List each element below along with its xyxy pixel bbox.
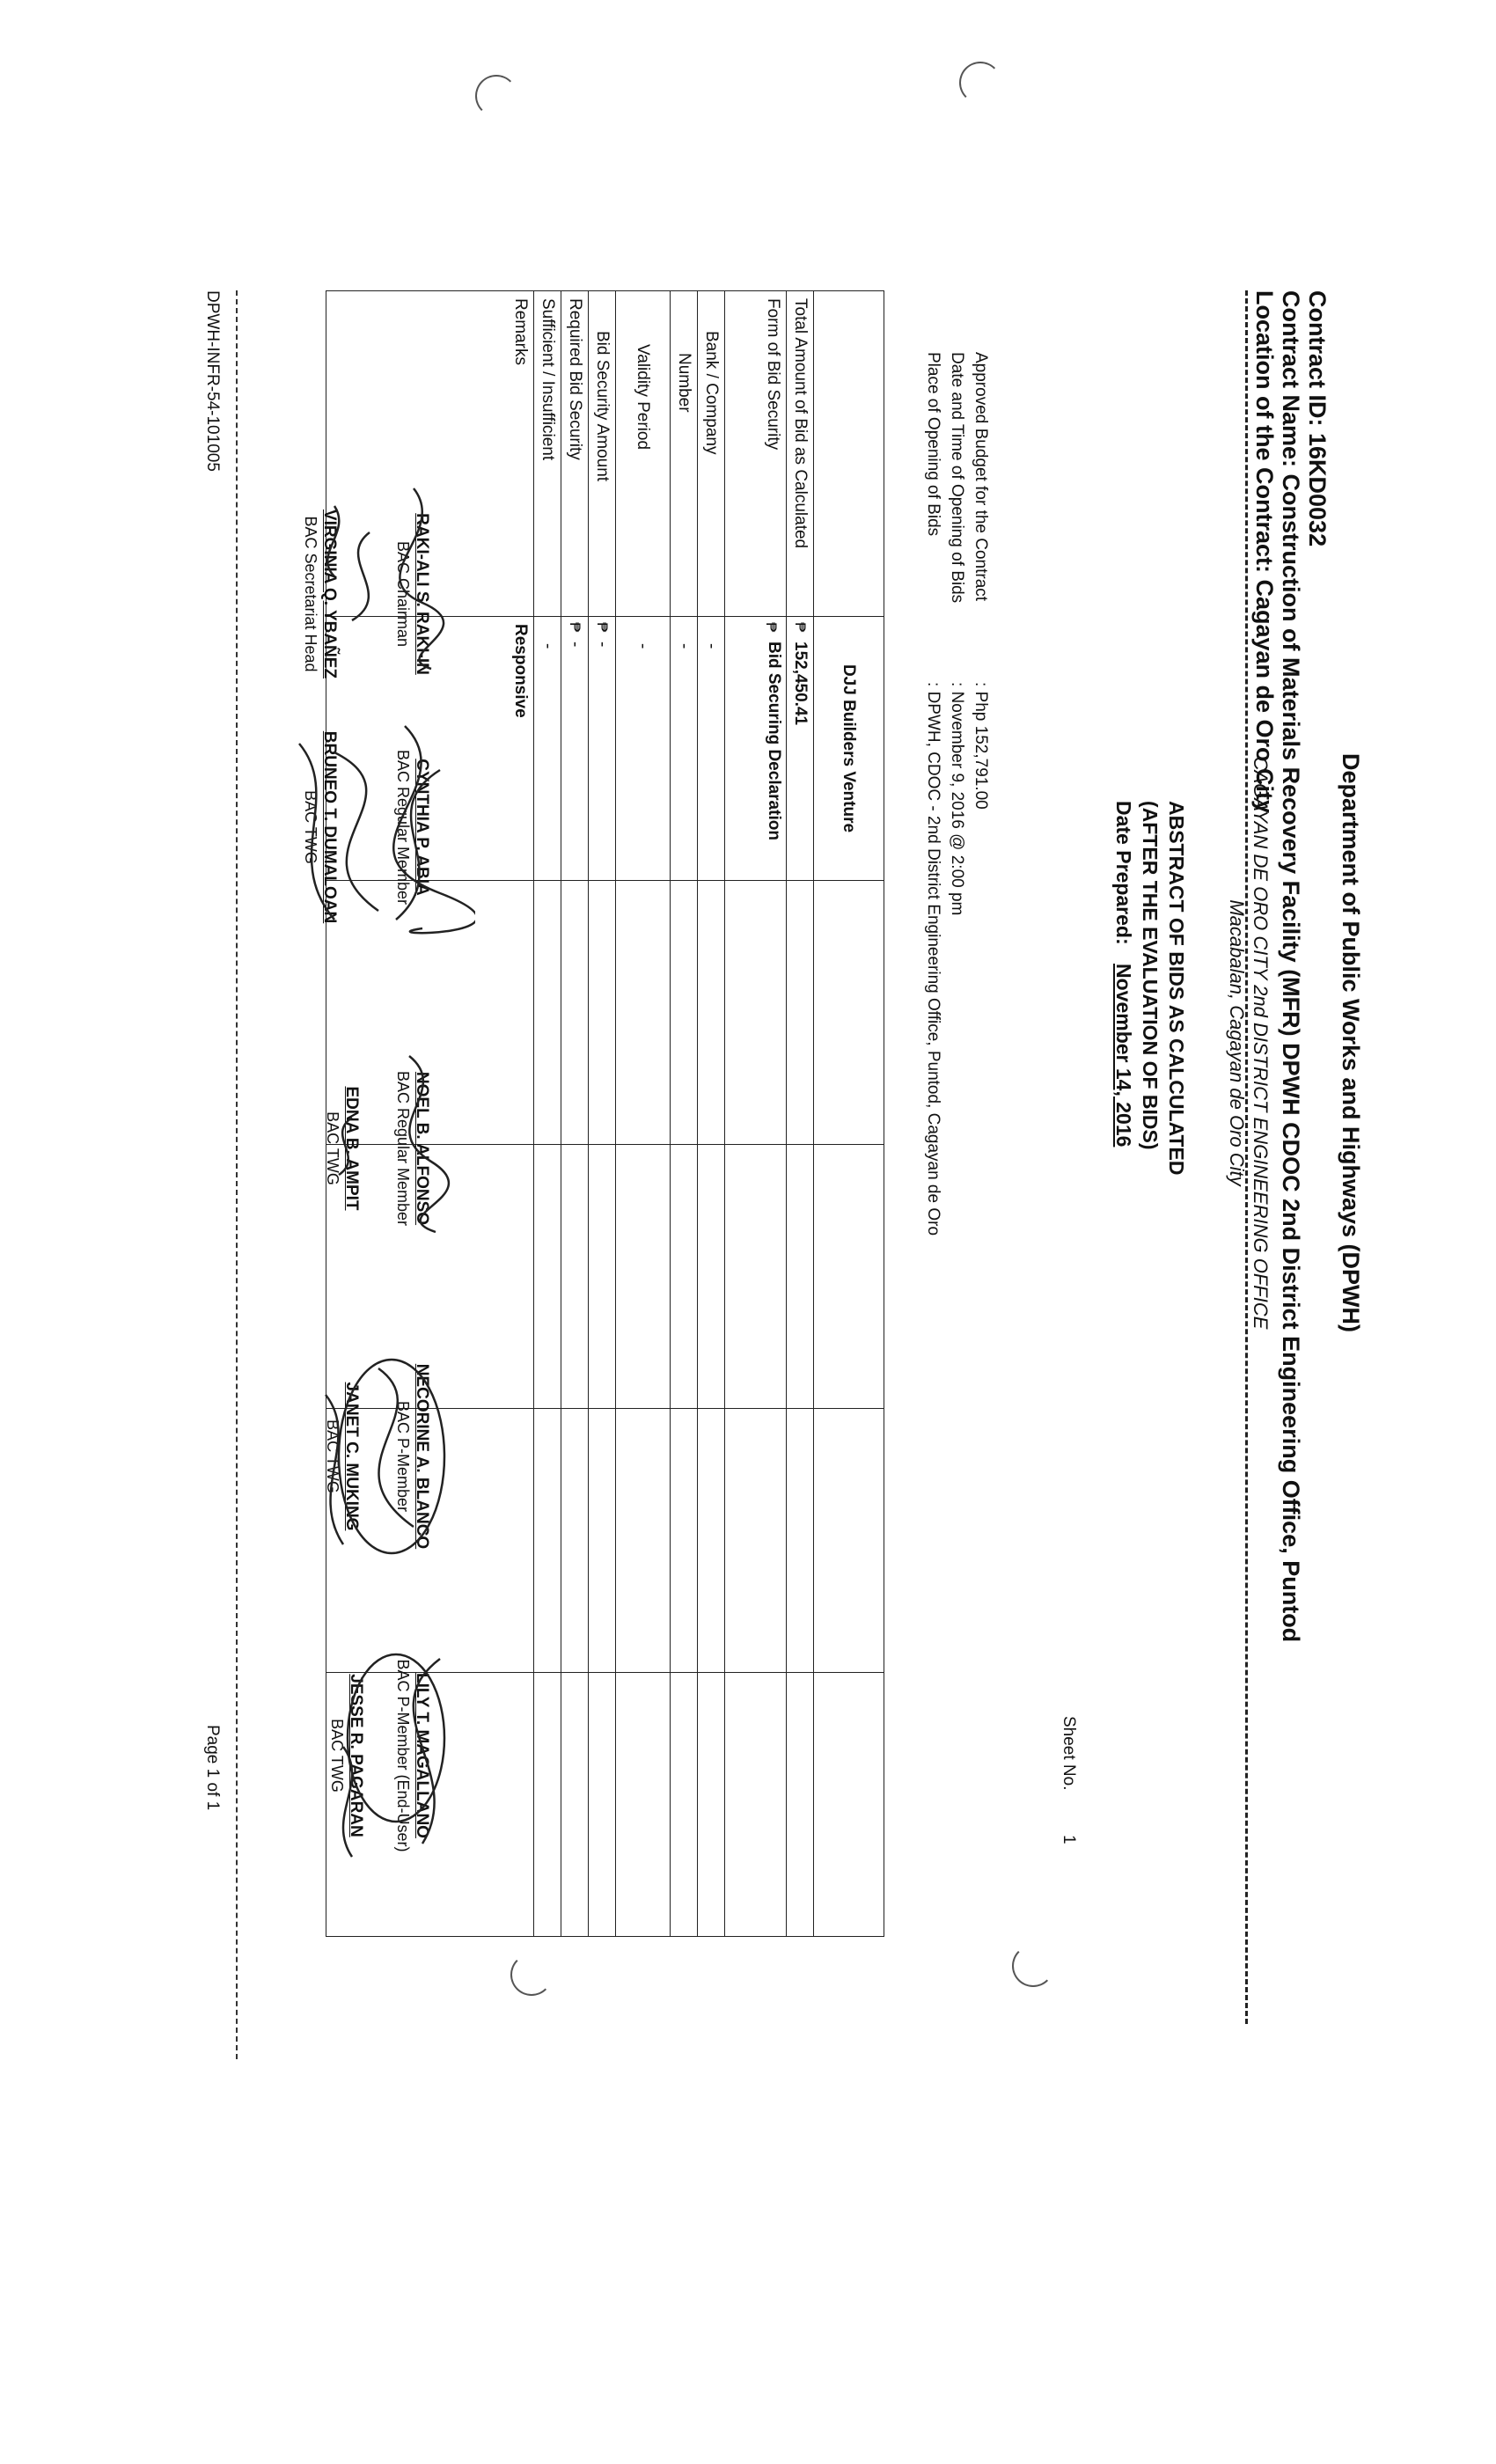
abstract-title: ABSTRACT OF BIDS AS CALCULATED	[1165, 801, 1188, 1176]
table-header-blank	[814, 1409, 884, 1673]
table-header-empty	[814, 291, 884, 617]
peso-sign: ₱	[567, 622, 583, 633]
table-row	[725, 291, 787, 1937]
row-value: -	[616, 617, 671, 881]
signatory-name: JANET C. MUKING	[342, 1382, 361, 1531]
place-label: Place of Opening of Bids	[924, 352, 942, 537]
signatory-name: VIRGINIA Q. YBAÑEZ	[320, 509, 339, 679]
handwritten-signature-5	[299, 1641, 475, 1870]
form-code: DPWH-INFR-54-101005	[203, 290, 222, 472]
handwritten-signature-4	[282, 1342, 475, 1571]
total-bid-value: 152,450.41	[791, 642, 810, 726]
remarks-value: Responsive	[326, 617, 534, 881]
row-value: -	[593, 642, 612, 648]
signatory-role: BAC Regular Member	[394, 749, 412, 906]
signatory-name: JESSE R. PAGARAN	[347, 1674, 365, 1837]
row-label: Number	[671, 291, 698, 617]
footer-divider	[236, 290, 238, 2059]
office-name: CAGAYAN DE ORO CITY 2nd DISTRICT ENGINEERING OFFICE	[1250, 756, 1272, 1330]
row-label: Sufficient / Insufficient	[534, 291, 561, 617]
row-label: Remarks	[326, 291, 534, 617]
rotated-document	[123, 207, 1382, 2231]
contract-id: Contract ID: 16KD0032	[1304, 290, 1331, 547]
signatory-name: NOEL B. ALFONSO	[413, 1071, 431, 1226]
abc-value: : Php 152,791.00	[972, 682, 990, 810]
table-row	[616, 291, 671, 1937]
row-value: -	[566, 642, 584, 648]
table-header-blank	[814, 1673, 884, 1937]
sheet-label: Sheet No.	[1060, 1716, 1078, 1791]
signatory-role: BAC TWG	[324, 1111, 341, 1185]
required-security-cell	[561, 617, 589, 881]
punch-hole-mark	[1012, 1945, 1054, 1987]
signatory-name: NECORINE A. BLANCO	[413, 1363, 431, 1550]
table-row	[787, 291, 814, 1937]
table-row	[561, 291, 589, 1937]
signatory-role: BAC TWG	[302, 790, 319, 864]
row-value: -	[698, 617, 725, 881]
agency-title: Department of Public Works and Highways (DPWH)	[1338, 752, 1364, 1333]
row-value: -	[671, 617, 698, 881]
table-row	[671, 291, 698, 1937]
handwritten-signature-1	[290, 471, 466, 682]
date-prepared-label: Date Prepared:	[1112, 801, 1135, 945]
signatory-name: EDNA B. AMPIT	[342, 1086, 361, 1211]
signatory-role: BAC Chairman	[394, 540, 412, 648]
signatory-name: RAKI-ALI S. RAKI-IN	[413, 513, 431, 675]
place-value: : DPWH, CDOC - 2nd District Engineering Office, Puntod, Cagayan de Oro	[924, 682, 942, 1236]
signatory-name: CYNTHIA P. ABIA	[413, 759, 431, 896]
abc-label: Approved Budget for the Contract	[972, 352, 990, 602]
contract-location: Location of the Contract: Cagayan de Oro City	[1251, 290, 1278, 814]
sheet-number: 1	[1060, 1835, 1078, 1844]
punch-hole-mark	[475, 75, 517, 117]
bid-security-form-cell	[725, 617, 787, 881]
row-label: Bid Security Amount	[589, 291, 616, 617]
signatory-role: BAC Secretariat Head	[302, 516, 319, 672]
signatory-role: BAC TWG	[328, 1719, 346, 1793]
signatory-role: BAC TWG	[324, 1419, 341, 1493]
header-divider	[1245, 290, 1248, 2024]
signatory-name: BRUNEO T. DUMALOAN	[320, 730, 339, 924]
signatory-name: LILY T. MAGALLANO	[413, 1673, 431, 1838]
row-label: Total Amount of Bid as Calculated	[787, 291, 814, 617]
bidder-name: DJJ Builders Venture	[814, 617, 884, 881]
signatory-role: BAC P-Member (End-User)	[394, 1659, 412, 1852]
table-row	[698, 291, 725, 1937]
table-header-blank	[814, 1145, 884, 1409]
signatory-role: BAC Regular Member	[394, 1070, 412, 1227]
opening-label: Date and Time of Opening of Bids	[948, 352, 966, 604]
row-value: -	[534, 617, 561, 881]
row-label: Validity Period	[616, 291, 671, 617]
table-header-blank	[814, 881, 884, 1145]
table-header-row	[814, 291, 884, 1937]
table-row	[534, 291, 561, 1937]
punch-hole-mark	[510, 1954, 553, 1996]
handwritten-signature-3	[295, 1038, 471, 1250]
peso-sign: ₱	[792, 622, 809, 633]
handwritten-signature-2	[273, 717, 475, 946]
signatory-role: BAC P-Member	[394, 1400, 412, 1513]
peso-sign: ₱	[763, 622, 780, 633]
contract-name: Contract Name: Construction of Materials Recovery Facility (MFR) DPWH CDOC 2nd District Engineering Office, Puntod	[1278, 290, 1304, 1643]
row-label: Bank / Company	[698, 291, 725, 617]
bid-security-amount-cell	[589, 617, 616, 881]
row-label: Form of Bid Security	[725, 291, 787, 617]
punch-hole-mark	[959, 62, 1001, 104]
table-row	[589, 291, 616, 1937]
abstract-subtitle: (AFTER THE EVALUATION OF BIDS)	[1139, 801, 1162, 1150]
peso-sign: ₱	[594, 622, 611, 633]
total-bid-cell	[787, 617, 814, 881]
office-address: Macabalan, Cagayan de Oro City	[1226, 899, 1248, 1186]
opening-value: : November 9, 2016 @ 2:00 pm	[948, 682, 966, 916]
row-label: Required Bid Security	[561, 291, 589, 617]
page-number: Page 1 of 1	[203, 1725, 222, 1811]
date-prepared-value: November 14, 2016	[1112, 964, 1135, 1148]
bid-security-form-value: Bid Securing Declaration	[765, 642, 783, 840]
